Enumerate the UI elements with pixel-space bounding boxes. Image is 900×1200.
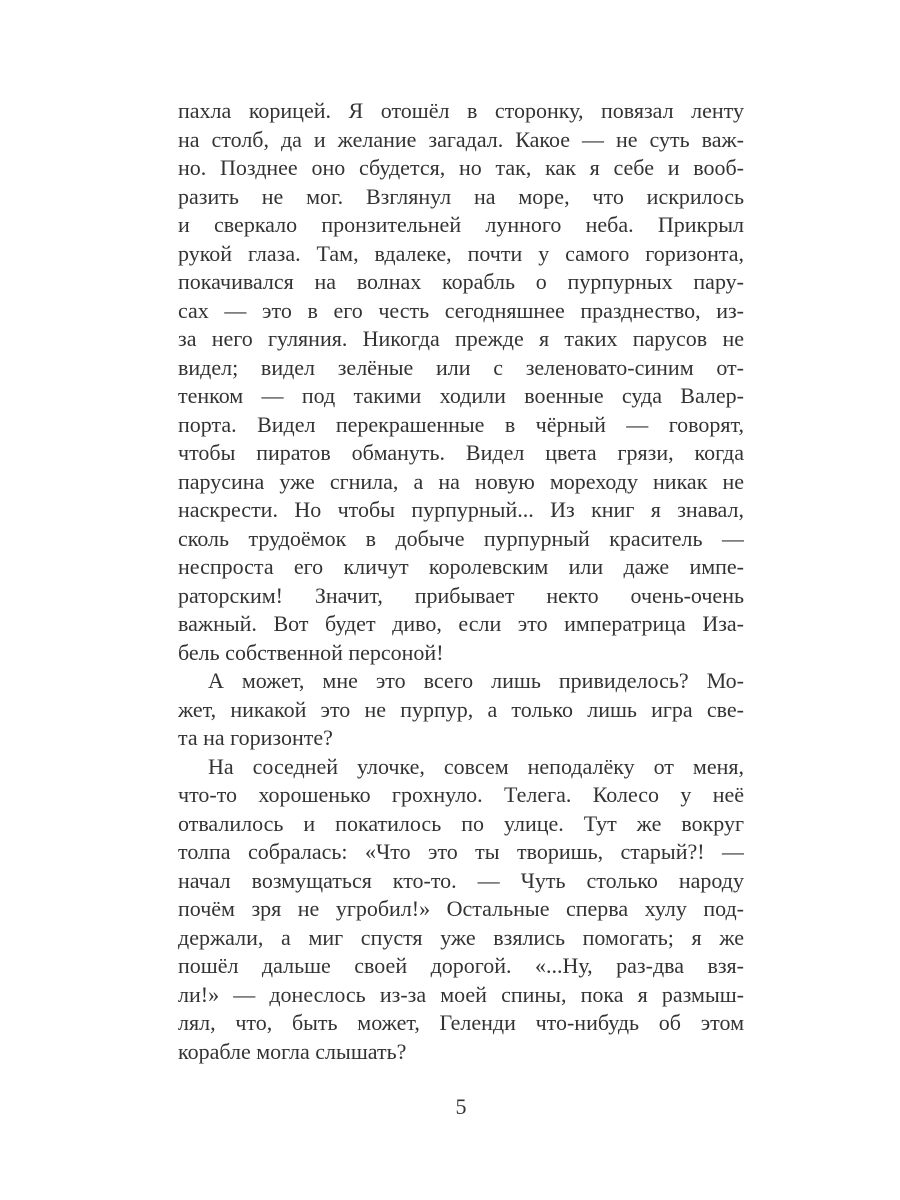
text-line: корабле могла слышать?	[178, 1038, 407, 1064]
text-line: чтобы пиратов обмануть. Видел цвета грязи, когда	[178, 440, 744, 465]
text-line: почём зря не угробил!» Остальные сперва хулу под-	[178, 896, 744, 921]
text-line: держали, а миг спустя уже взялись помогать; я же	[178, 924, 744, 950]
text-line: на столб, да и желание загадал. Какое — не суть важ-	[178, 126, 744, 152]
text-line: лял, что, быть может, Геленди что-нибудь об этом	[178, 1010, 744, 1035]
text-line: но. Позднее оно сбудется, но так, как я себе и вооб-	[178, 155, 744, 180]
text-line: покачивался на волнах корабль о пурпурных пару-	[178, 269, 744, 294]
text-line: А может, мне это всего лишь привиделось? Мо-	[208, 668, 744, 693]
text-line: раторским! Значит, прибывает некто очень-очень	[178, 582, 744, 608]
text-line: толпа собралась: «Что это ты творишь, старый?! —	[178, 839, 744, 864]
text-block	[178, 97, 744, 1066]
text-line: парусина уже сгнила, а на новую мореходу никак не	[178, 468, 744, 494]
text-line: начал возмущаться кто-то. — Чуть столько народу	[178, 867, 744, 893]
text-line: бель собственной персоной!	[178, 639, 444, 665]
text-line: пошёл дальше своей дорогой. «...Ну, раз-два взя-	[178, 953, 744, 978]
text-line: и сверкало пронзительней лунного неба. Прикрыл	[178, 212, 744, 237]
text-line: порта. Видел перекрашенные в чёрный — говорят,	[178, 411, 744, 437]
text-line: сколь трудоёмок в добыче пурпурный краситель —	[178, 525, 744, 551]
text-line: за него гуляния. Никогда прежде я таких парусов не	[178, 326, 744, 351]
text-line: неспроста его кличут королевским или даже импе-	[178, 554, 744, 579]
text-line: отвалилось и покатилось по улице. Тут же вокруг	[178, 810, 744, 836]
text-line: важный. Вот будет диво, если это императрица Иза-	[178, 611, 744, 636]
text-line: что-то хорошенько грохнуло. Телега. Колесо у неё	[178, 782, 744, 807]
text-line: видел; видел зелёные или с зеленовато-синим от-	[178, 354, 744, 380]
text-line: наскрести. Но чтобы пурпурный... Из книг я знавал,	[178, 497, 744, 522]
text-line: рукой глаза. Там, вдалеке, почти у самого горизонта,	[178, 240, 744, 266]
text-line: пахла корицей. Я отошёл в сторонку, повязал ленту	[178, 98, 744, 123]
text-line: ли!» — донеслось из-за моей спины, пока я размыш-	[178, 981, 744, 1007]
text-line: сах — это в его честь сегодняшнее празднество, из-	[178, 297, 744, 323]
page-number: 5	[455, 1094, 467, 1119]
text-line: жет, никакой это не пурпур, а только лишь игра све-	[178, 696, 744, 722]
text-line: та на горизонте?	[178, 725, 333, 750]
text-line: тенком — под такими ходили военные суда Валер-	[178, 383, 744, 408]
text-line: На соседней улочке, совсем неподалёку от меня,	[208, 753, 744, 779]
text-line: разить не мог. Взглянул на море, что искрилось	[178, 183, 744, 209]
